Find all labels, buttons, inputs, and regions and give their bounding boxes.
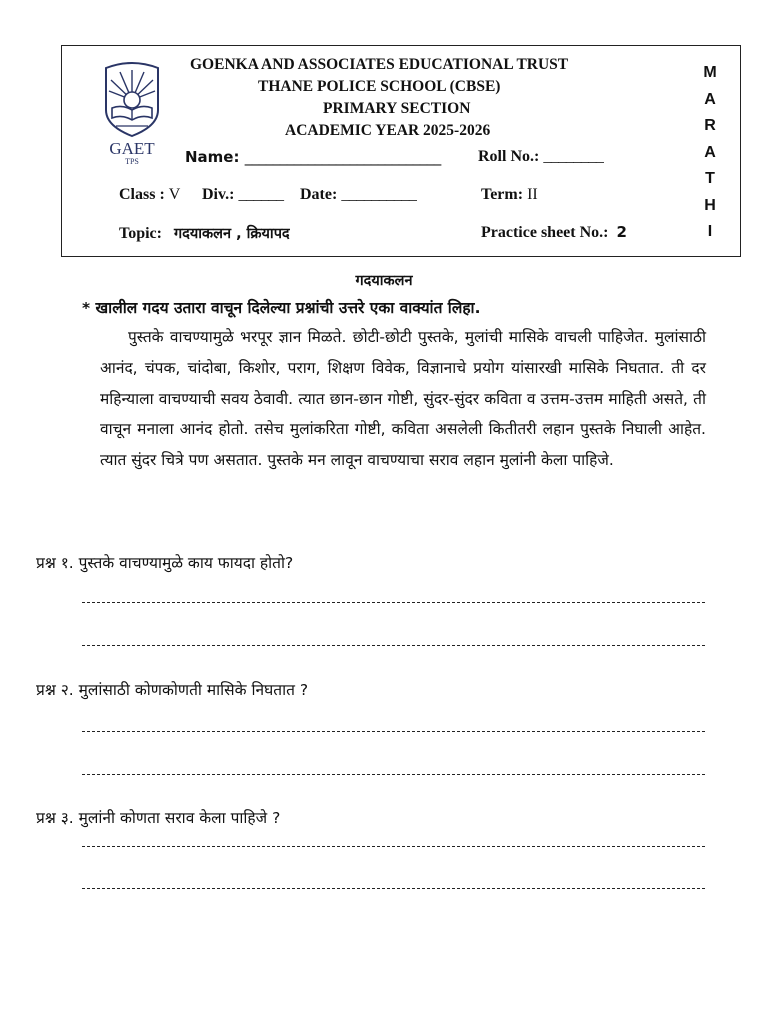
term-value: II (527, 186, 538, 203)
sheet-field (481, 223, 627, 242)
date-field (300, 186, 416, 204)
answer-line[interactable] (82, 731, 705, 732)
class-label: Class : (119, 186, 165, 203)
roll-blank: ________ (543, 148, 604, 165)
answer-line[interactable] (82, 888, 705, 889)
term-label: Term: (481, 186, 524, 203)
date-blank: __________ (341, 186, 417, 203)
subject-letter: M (703, 64, 717, 81)
passage-text: पुस्तके वाचण्यामुळे भरपूर ज्ञान मिळते. छोटी-छोटी पुस्तके, मुलांची मासिके वाचली पाहिजेत. मुलांसाठी आनंद, चंपक, चांदोबा, किशोर, पराग, शिक्षण विवेक, विज्ञानाचे प्रयोग यांसारखी मासिके निघतात. ती दर महिन्याला वाचण्याची सवय ठेवावी. त्यात छान-छान गोष्टी, सुंदर-सुंदर कविता व उत्तम-उत्तम माहिती असते, ती वाचून मनाला आनंद होतो. तसेच मुलांकरिता गोष्टी, कविता असलेली कितीतरी लहान पुस्तके निघाली आहेत. त्यात सुंदर चित्रे पण असतात. पुस्तके मन लावून वाचण्याचा सराव लहान मुलांनी केला पाहिजे. (100, 328, 706, 470)
question-3: प्रश्न ३. मुलांनी कोणता सराव केला पाहिजे ? (36, 809, 281, 827)
term-field (481, 186, 538, 204)
subject-letter: R (704, 117, 716, 134)
question-1: प्रश्न १. पुस्तके वाचण्यामुळे काय फायदा होतो? (36, 554, 294, 572)
class-value: V (168, 186, 181, 203)
name-field (185, 148, 441, 166)
class-field (119, 186, 180, 204)
academic-year: ACADEMIC YEAR 2025-2026 (285, 122, 491, 139)
answer-line[interactable] (82, 602, 705, 603)
roll-field (478, 148, 603, 166)
topic-value: गदयाकलन , क्रियापद (173, 226, 290, 242)
logo-text: GAET (109, 139, 155, 158)
trust-name: GOENKA AND ASSOCIATES EDUCATIONAL TRUST (190, 56, 569, 73)
sheet-value: 2 (616, 223, 627, 241)
school-logo (96, 58, 168, 168)
subject-letter: A (704, 143, 716, 161)
subject-letter: T (705, 170, 715, 187)
subject-vertical-label (700, 60, 720, 246)
name-label: Name: (185, 148, 240, 166)
subject-letter: H (704, 196, 716, 214)
roll-label: Roll No.: (478, 148, 540, 165)
div-field (202, 186, 283, 204)
school-name: THANE POLICE SCHOOL (CBSE) (258, 78, 501, 95)
div-blank: ______ (238, 186, 284, 203)
subject-letter: I (707, 223, 713, 240)
div-label: Div.: (202, 186, 235, 203)
comprehension-passage (100, 322, 706, 476)
answer-line[interactable] (82, 645, 705, 646)
gaet-emblem-icon (96, 58, 168, 168)
subject-letter: A (704, 90, 716, 108)
section-title: गदयाकलन (355, 273, 413, 289)
topic-field (119, 223, 290, 243)
question-2: प्रश्न २. मुलांसाठी कोणकोणती मासिके निघतात ? (36, 681, 309, 699)
section-name: PRIMARY SECTION (323, 100, 471, 117)
date-label: Date: (300, 186, 338, 203)
logo-subtext: TPS (125, 157, 139, 166)
answer-line[interactable] (82, 846, 705, 847)
sheet-label: Practice sheet No.: (481, 224, 609, 241)
name-blank: ____________________________ (244, 148, 441, 166)
answer-line[interactable] (82, 774, 705, 775)
instruction-text: * खालील गदय उतारा वाचून दिलेल्या प्रश्नांची उत्तरे एका वाक्यांत लिहा. (82, 299, 481, 317)
topic-label: Topic: (119, 225, 162, 242)
